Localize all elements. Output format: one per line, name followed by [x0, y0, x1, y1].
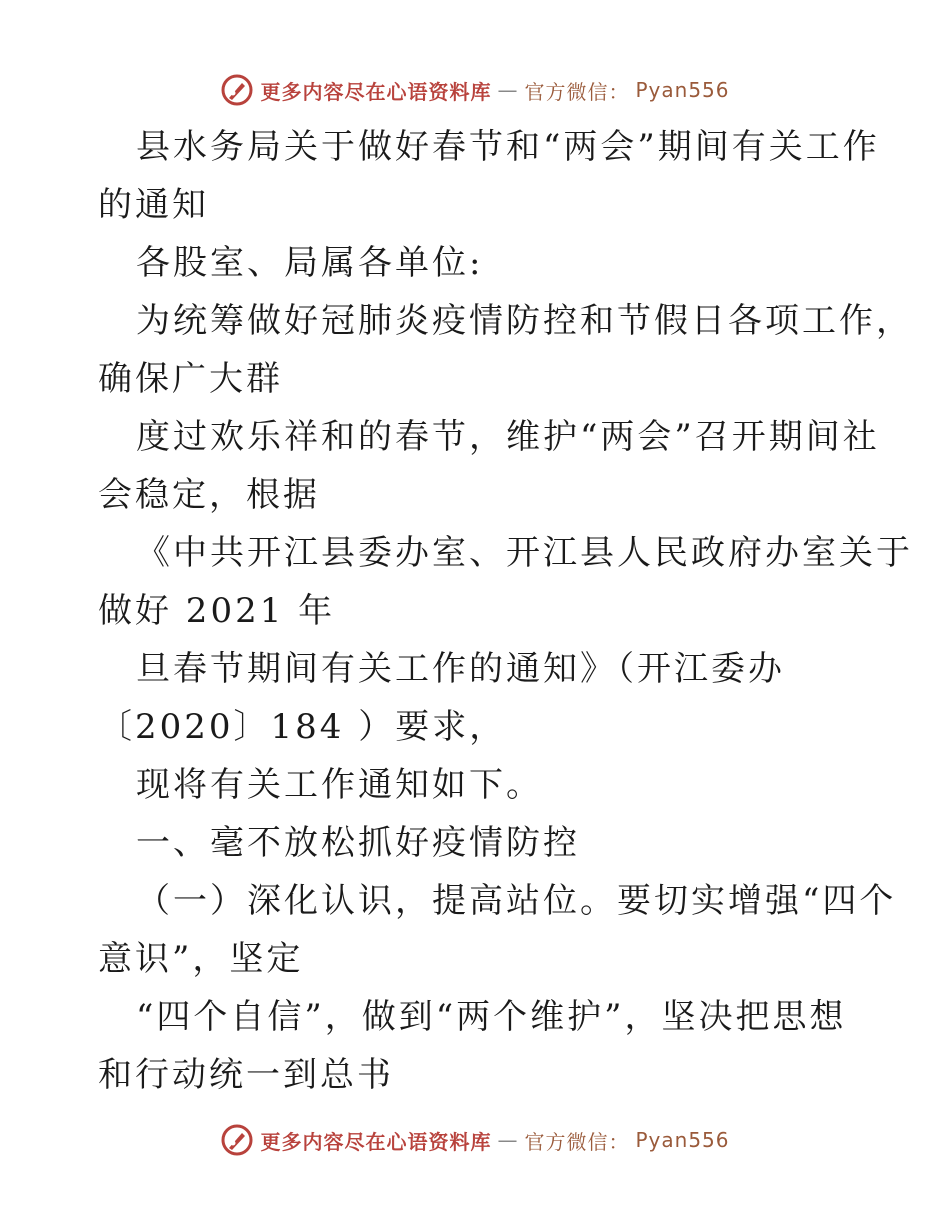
- document-line: 各股室、局属各单位:: [136, 243, 484, 283]
- watermark-contact-id: Pyan556: [635, 1128, 730, 1152]
- document-line: 为统筹做好冠肺炎疫情防控和节假日各项工作，: [136, 301, 913, 341]
- pen-logo-icon: [220, 1123, 254, 1157]
- document-line: 一、毫不放松抓好疫情防控: [136, 823, 580, 863]
- document-line: 的通知: [98, 185, 209, 225]
- document-line: 现将有关工作通知如下。: [136, 765, 543, 805]
- header-watermark: [0, 70, 950, 110]
- document-body: [98, 118, 913, 1104]
- document-line: 确保广大群: [98, 359, 283, 399]
- watermark-contact-label: 官方微信：: [524, 79, 630, 104]
- document-line: 会稳定，根据: [98, 475, 320, 515]
- watermark-dash: —: [497, 78, 519, 102]
- watermark-group: [220, 73, 729, 107]
- watermark-dash: —: [497, 1128, 519, 1152]
- watermark-brand: 更多内容尽在心语资料库: [260, 79, 492, 104]
- document-line: 度过欢乐祥和的春节，维护“两会”召开期间社: [136, 417, 880, 457]
- document-line: 《中共开江县委办室、开江县人民政府办室关于: [136, 533, 913, 573]
- document-line: 〔2020〕184 ）要求，: [98, 707, 507, 747]
- pen-logo-icon: [220, 73, 254, 107]
- footer-watermark: [0, 1120, 950, 1160]
- watermark-group: [220, 1123, 729, 1157]
- document-line: 旦春节期间有关工作的通知》（开江委办: [136, 649, 785, 689]
- watermark-contact-id: Pyan556: [635, 78, 730, 102]
- document-line: 县水务局关于做好春节和“两会”期间有关工作: [136, 127, 880, 167]
- document-line: 和行动统一到总书: [98, 1055, 394, 1095]
- document-line: “四个自信”，做到“两个维护”，坚决把思想: [136, 997, 847, 1037]
- document-line: 意识”，坚定: [98, 939, 304, 979]
- watermark-brand: 更多内容尽在心语资料库: [260, 1129, 492, 1154]
- watermark-contact-label: 官方微信：: [524, 1129, 630, 1154]
- document-line: 做好 2021 年: [98, 591, 336, 631]
- document-line: （一）深化认识，提高站位。要切实增强“四个: [136, 881, 897, 921]
